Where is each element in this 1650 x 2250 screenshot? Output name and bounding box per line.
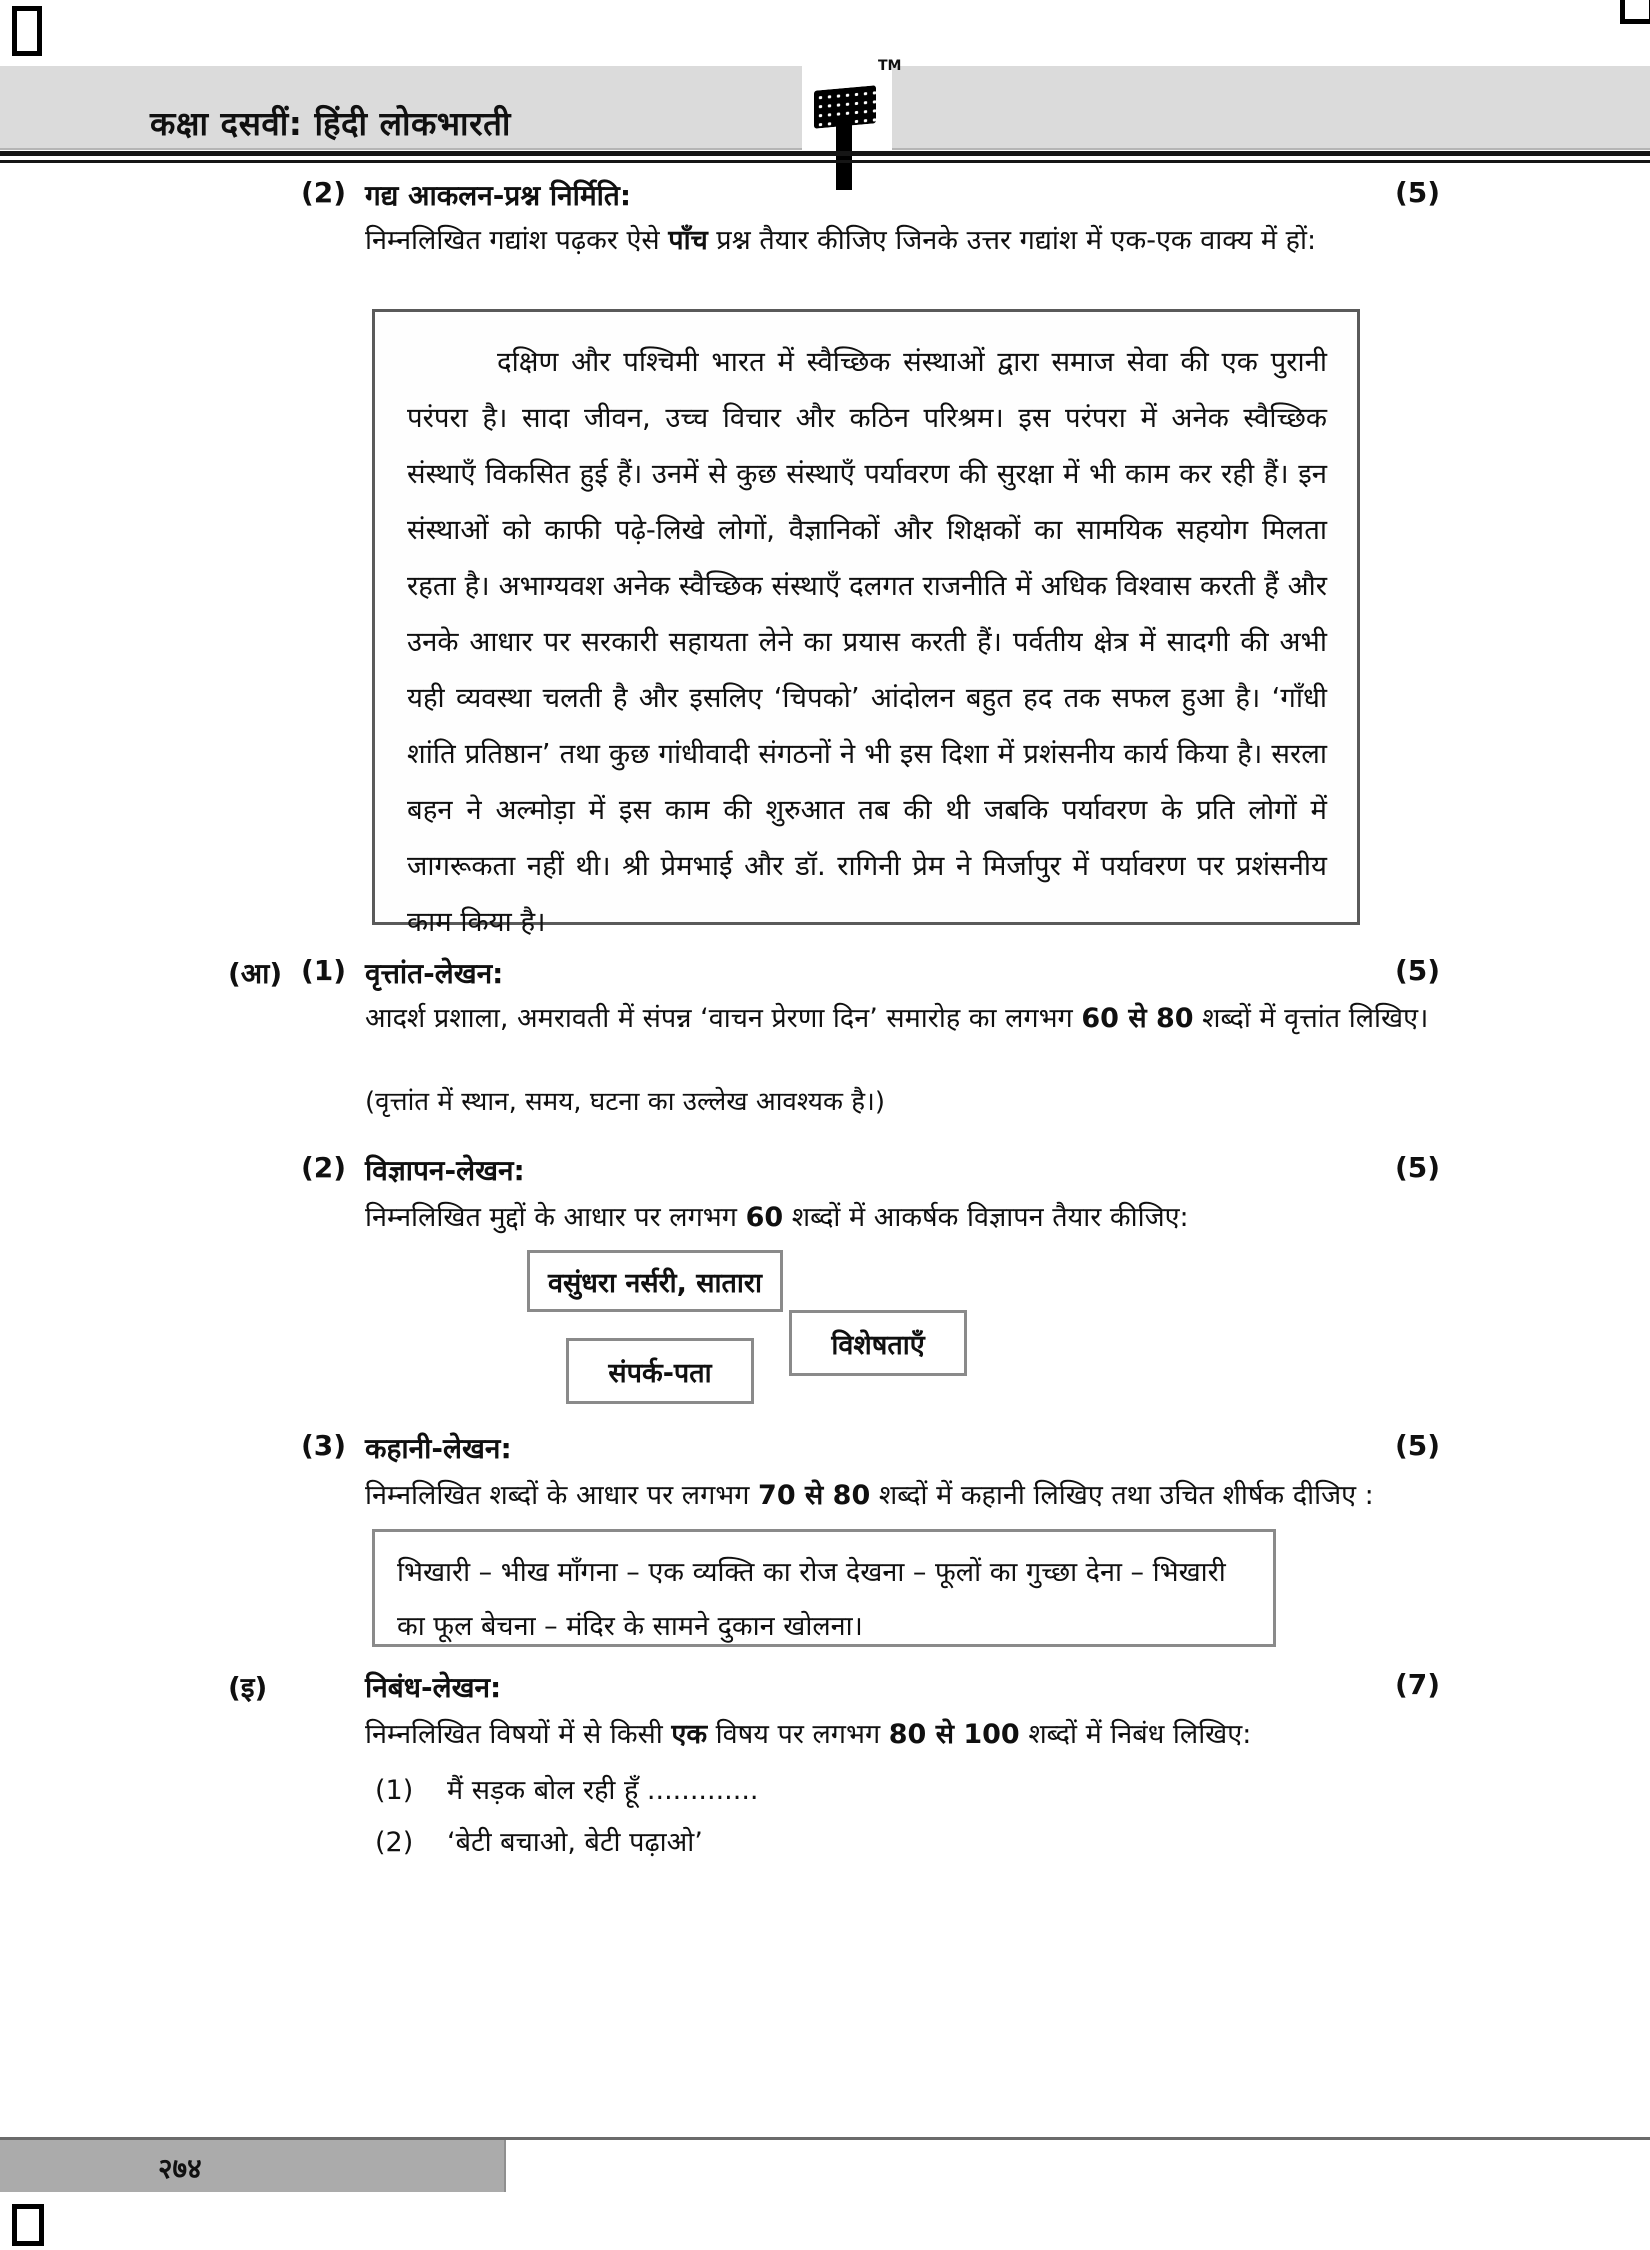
essay-marks: (7) bbox=[1395, 1668, 1441, 1701]
report-title: वृत्तांत-लेखन: bbox=[365, 957, 504, 990]
passage-text: दक्षिण और पश्चिमी भारत में स्वैच्छिक संस्थाओं द्वारा समाज सेवा की एक पुरानी परंपरा है। सादा जीवन, उच्च विचार और कठिन परिश्रम। इस परंपरा में अनेक स्वैच्छिक संस्थाएँ विकसित हुई हैं। उनमें से कुछ संस्थाएँ पर्यावरण की सुरक्षा में भी काम कर रही हैं। इन संस्थाओं को काफी पढ़े-लिखे लोगों, वैज्ञानिकों और शिक्षकों का सामयिक सहयोग मिलता रहता है। अभाग्यवश अनेक स्वैच्छिक संस्थाएँ दलगत राजनीति में अधिक विश्वास करती हैं और उनके आधार पर सरकारी सहायता लेने का प्रयास करती हैं। पर्वतीय क्षेत्र में सादगी की अभी यही व्यवस्था चलती है और इसलिए ‘चिपको’ आंदोलन बहुत हद तक सफल हुआ है। ‘गाँधी शांति प्रतिष्ठान’ तथा कुछ गांधीवादी संगठनों ने भी इस दिशा में प्रशंसनीय कार्य किया है। सरला बहन ने अल्मोड़ा में इस काम की शुरुआत तब की थी जबकि पर्यावरण के प्रति लोगों में जागरूकता नहीं थी। श्री प्रेमभाई और डॉ. रागिनी प्रेम ने मिर्जापुर में पर्यावरण पर प्रशंसनीय काम किया है। bbox=[407, 346, 1327, 938]
report-instruction bbox=[365, 996, 1645, 1042]
page-title: कक्षा दसवीं: हिंदी लोकभारती bbox=[150, 104, 511, 143]
story-instruction-part: निम्नलिखित शब्दों के आधार पर लगभग bbox=[365, 1480, 759, 1511]
q2-marks: (5) bbox=[1395, 176, 1441, 209]
footer-bar bbox=[0, 2140, 506, 2192]
advert-number: (2) bbox=[301, 1151, 347, 1184]
report-word-count: 60 से 80 bbox=[1081, 1003, 1194, 1034]
section-aa-label: (आ) bbox=[228, 957, 283, 990]
essay-instruction bbox=[365, 1712, 1650, 1758]
advert-prompt-box-features: विशेषताएँ bbox=[789, 1310, 967, 1376]
advert-instruction bbox=[365, 1195, 1645, 1241]
registration-mark-top-left-icon bbox=[12, 6, 42, 56]
advert-marks: (5) bbox=[1395, 1151, 1441, 1184]
header-rule-thick bbox=[0, 151, 1650, 156]
page-number: २७४ bbox=[158, 2152, 202, 2185]
story-number: (3) bbox=[301, 1429, 347, 1462]
section-i-label: (इ) bbox=[228, 1671, 268, 1704]
report-number: (1) bbox=[301, 954, 347, 987]
essay-instruction-part: शब्दों में निबंध लिखिए: bbox=[1019, 1719, 1252, 1750]
advert-instruction-part: निम्नलिखित मुद्दों के आधार पर लगभग bbox=[365, 1202, 746, 1233]
story-word-count: 70 से 80 bbox=[758, 1480, 871, 1511]
story-title: कहानी-लेखन: bbox=[365, 1432, 512, 1465]
essay-topic-text: ‘बेटी बचाओ, बेटी पढ़ाओ’ bbox=[447, 1827, 703, 1858]
story-prompt-text: भिखारी – भीख माँगना – एक व्यक्ति का रोज देखना – फूलों का गुच्छा देना – भिखारी का फूल बेचना – मंदिर के सामने दुकान खोलना। bbox=[397, 1557, 1226, 1642]
essay-instruction-part: विषय पर लगभग bbox=[707, 1719, 889, 1750]
advert-prompt-box-contact: संपर्क-पता bbox=[566, 1338, 754, 1404]
q2-instruction-part: निम्नलिखित गद्यांश पढ़कर ऐसे bbox=[365, 225, 669, 256]
q2-title: गद्य आकलन-प्रश्न निर्मिति: bbox=[365, 179, 632, 212]
passage-box bbox=[372, 309, 1360, 938]
advert-instruction-part: शब्दों में आकर्षक विज्ञापन तैयार कीजिए: bbox=[783, 1202, 1189, 1233]
q2-instruction bbox=[365, 218, 1645, 264]
report-marks: (5) bbox=[1395, 954, 1441, 987]
essay-title: निबंध-लेखन: bbox=[365, 1671, 502, 1704]
advert-title: विज्ञापन-लेखन: bbox=[365, 1154, 525, 1187]
story-instruction-part: शब्दों में कहानी लिखिए तथा उचित शीर्षक दीजिए : bbox=[870, 1480, 1374, 1511]
trademark-symbol: TM bbox=[878, 58, 902, 74]
report-note: (वृत्तांत में स्थान, समय, घटना का उल्लेख आवश्यक है।) bbox=[365, 1087, 886, 1117]
registration-mark-top-right-icon bbox=[1620, 0, 1650, 24]
header-rule-thin bbox=[0, 160, 1650, 163]
essay-instruction-bold: एक bbox=[671, 1719, 708, 1750]
advert-word-count: 60 bbox=[745, 1202, 784, 1233]
essay-topic-number: (1) bbox=[375, 1775, 414, 1806]
essay-word-count: 80 से 100 bbox=[888, 1719, 1020, 1750]
registration-mark-bottom-left-icon bbox=[12, 2204, 44, 2246]
q2-number: (2) bbox=[301, 176, 347, 209]
essay-instruction-part: निम्नलिखित विषयों में से किसी bbox=[365, 1719, 672, 1750]
q2-instruction-part: प्रश्न तैयार कीजिए जिनके उत्तर गद्यांश में एक-एक वाक्य में हों: bbox=[707, 225, 1317, 256]
essay-topic-text: मैं सड़क बोल रही हूँ ............. bbox=[447, 1775, 759, 1806]
q2-instruction-bold: पाँच bbox=[668, 225, 708, 256]
story-prompt-box bbox=[372, 1529, 1276, 1647]
story-instruction bbox=[365, 1473, 1650, 1519]
essay-topic-number: (2) bbox=[375, 1827, 414, 1858]
report-instruction-part: शब्दों में वृत्तांत लिखिए। bbox=[1193, 1003, 1429, 1034]
story-marks: (5) bbox=[1395, 1429, 1441, 1462]
advert-prompt-box-nursery: वसुंधरा नर्सरी, सातारा bbox=[527, 1250, 783, 1312]
report-instruction-part: आदर्श प्रशाला, अमरावती में संपन्न ‘वाचन प्रेरणा दिन’ समारोह का लगभग bbox=[365, 1003, 1082, 1034]
